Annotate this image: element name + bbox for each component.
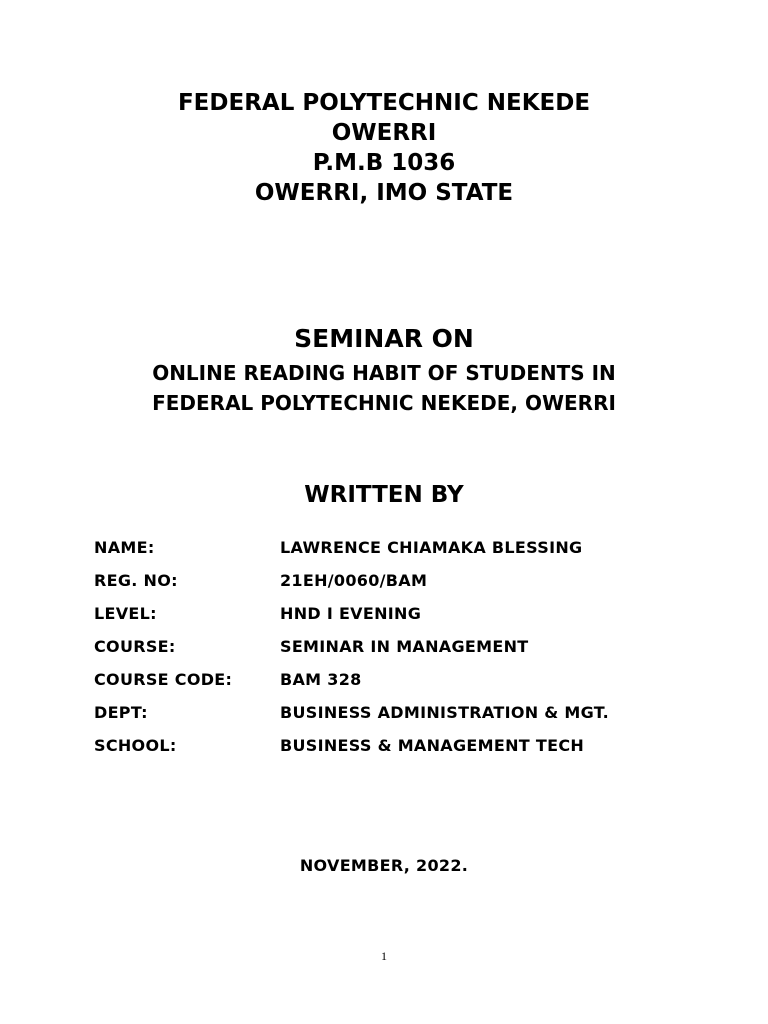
author-details xyxy=(94,536,734,767)
detail-label: REG. NO: xyxy=(94,571,178,590)
institution-city-line: OWERRI xyxy=(331,120,437,146)
institution-name-line: FEDERAL POLYTECHNIC NEKEDE xyxy=(177,90,591,116)
detail-label: COURSE: xyxy=(94,637,176,656)
detail-row-course xyxy=(94,635,734,668)
detail-row-course-code xyxy=(94,668,734,701)
detail-value: BAM 328 xyxy=(280,670,362,689)
detail-row-dept xyxy=(94,701,734,734)
detail-label: COURSE CODE: xyxy=(94,670,233,689)
institution-state-line: OWERRI, IMO STATE xyxy=(254,180,514,206)
seminar-topic-line-2: FEDERAL POLYTECHNIC NEKEDE, OWERRI xyxy=(152,391,616,415)
submission-date: NOVEMBER, 2022. xyxy=(299,856,469,875)
detail-label: LEVEL: xyxy=(94,604,157,623)
detail-value: BUSINESS ADMINISTRATION & MGT. xyxy=(280,703,609,722)
seminar-topic xyxy=(0,358,768,418)
detail-label: NAME: xyxy=(94,538,155,557)
detail-row-level xyxy=(94,602,734,635)
written-by-heading: WRITTEN BY xyxy=(304,482,464,508)
detail-value: LAWRENCE CHIAMAKA BLESSING xyxy=(280,538,583,557)
detail-row-name xyxy=(94,536,734,569)
seminar-topic-line-1: ONLINE READING HABIT OF STUDENTS IN xyxy=(152,361,616,385)
institution-header xyxy=(0,88,768,208)
detail-row-school xyxy=(94,734,734,767)
institution-pmb-line: P.M.B 1036 xyxy=(312,150,456,176)
detail-label: DEPT: xyxy=(94,703,148,722)
page-number: 1 xyxy=(381,949,387,963)
detail-value: BUSINESS & MANAGEMENT TECH xyxy=(280,736,585,755)
seminar-heading: SEMINAR ON xyxy=(294,324,474,353)
detail-value: SEMINAR IN MANAGEMENT xyxy=(280,637,529,656)
detail-row-reg-no xyxy=(94,569,734,602)
detail-value: 21EH/0060/BAM xyxy=(280,571,428,590)
detail-label: SCHOOL: xyxy=(94,736,177,755)
detail-value: HND I EVENING xyxy=(280,604,422,623)
